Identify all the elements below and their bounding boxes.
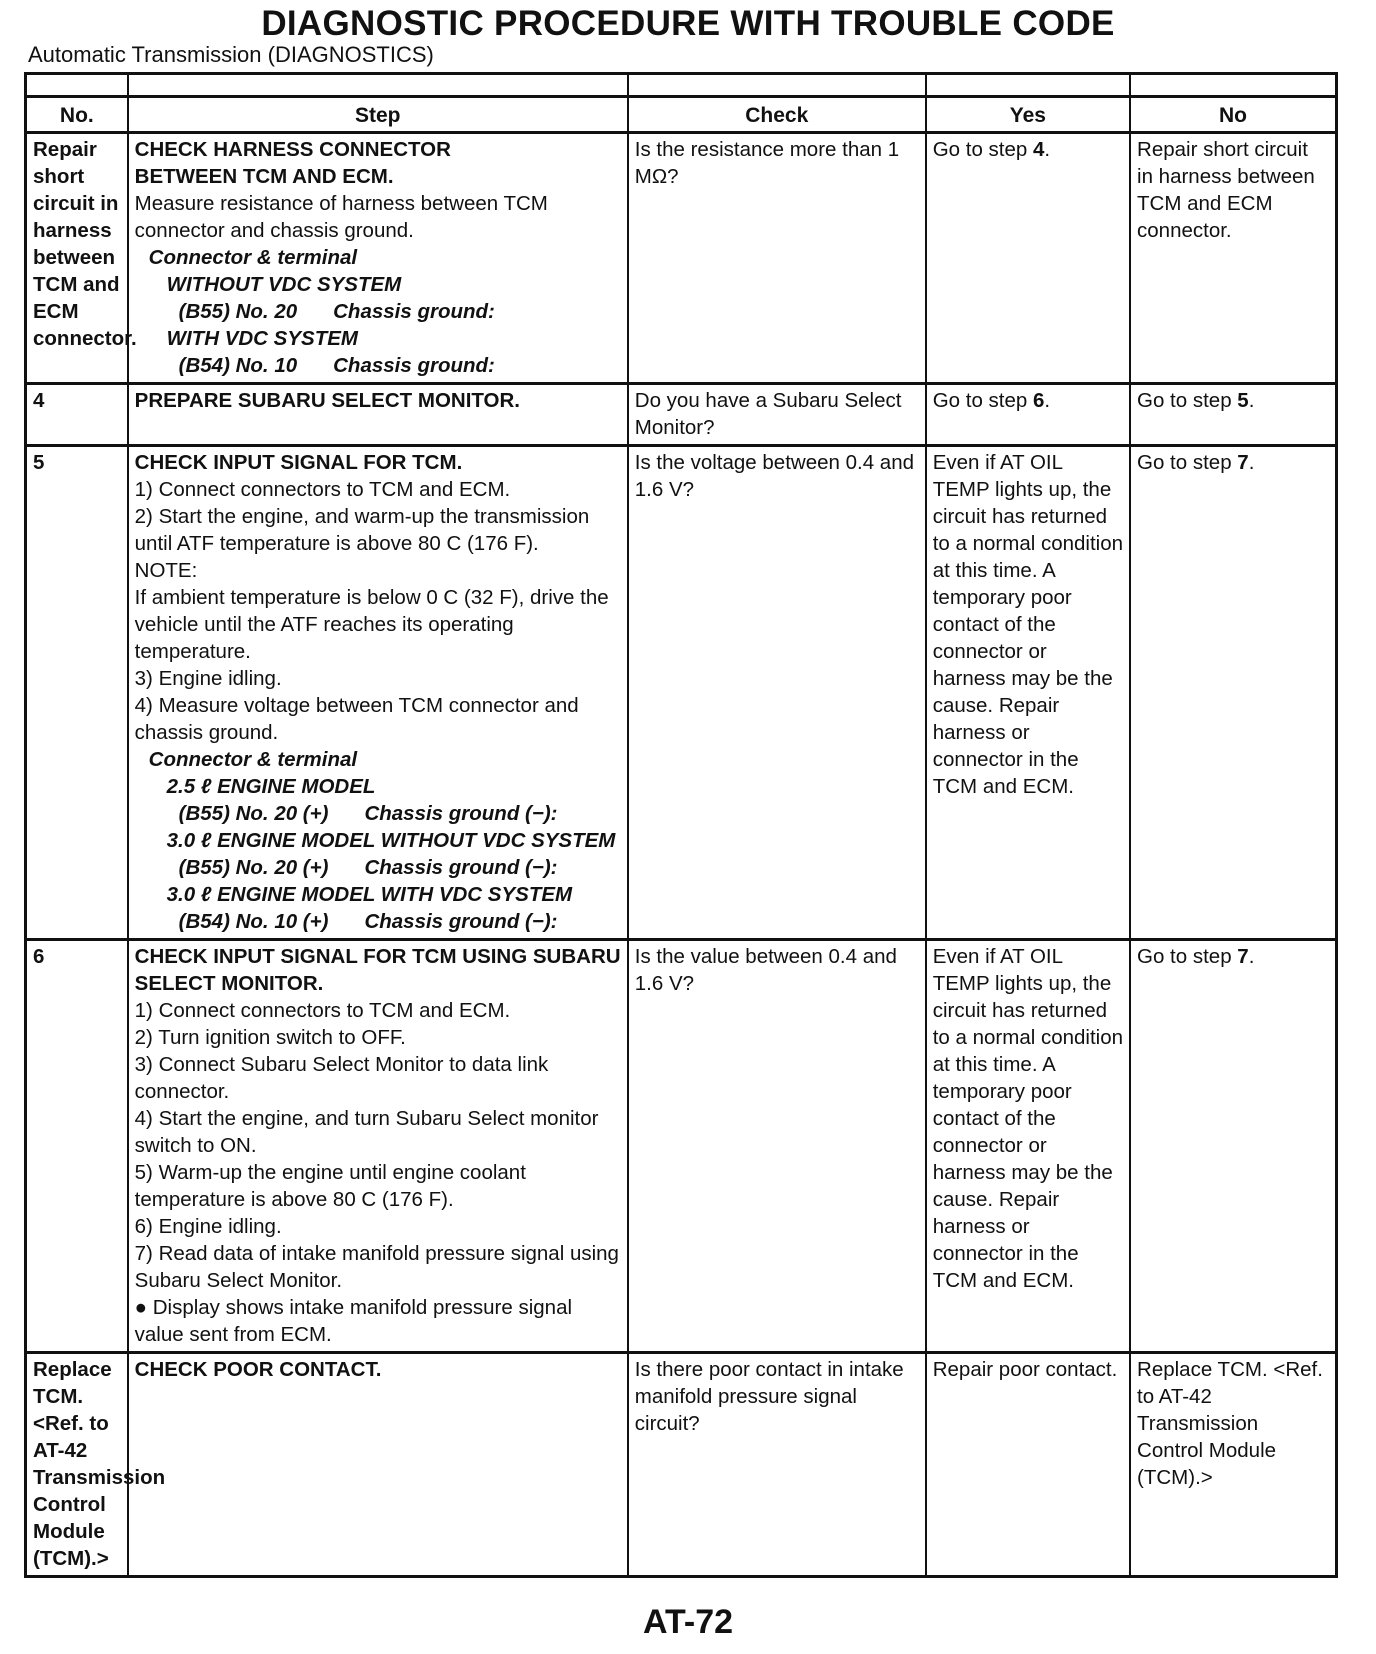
- step-cell: [128, 446, 628, 940]
- system-label: WITH VDC SYSTEM: [166, 327, 358, 350]
- step-title: PREPARE SUBARU SELECT MONITOR.: [134, 389, 520, 412]
- step-cell: [128, 384, 628, 446]
- yes-step-number: 6: [1033, 389, 1045, 412]
- no-cell: [1130, 940, 1336, 1353]
- terminal-id: (B54) No. 10: [178, 354, 298, 377]
- no-suffix: .: [1248, 389, 1255, 412]
- step-text: 3) Connect Subaru Select Monitor to data link connector.: [134, 1053, 549, 1103]
- step-text: 4) Measure voltage between TCM connector and chassis ground.: [134, 694, 579, 744]
- step-text: 5) Warm-up the engine until engine coolant temperature is above 80 C (176 F).: [134, 1161, 526, 1211]
- terminal-id: (B55) No. 20 (+): [178, 856, 329, 879]
- no-prefix: Go to step: [1137, 945, 1238, 968]
- step-text: 1) Connect connectors to TCM and ECM.: [134, 478, 511, 501]
- header-no-col: No: [1130, 97, 1336, 133]
- terminal-line: [135, 854, 621, 881]
- row-number: 4: [26, 384, 128, 446]
- table-row: [26, 1353, 1337, 1577]
- engine-model-label: 3.0 ℓ ENGINE MODEL WITH VDC SYSTEM: [166, 883, 573, 906]
- terminal-line: [135, 352, 621, 379]
- step-cell: [128, 133, 628, 384]
- ground-label: Chassis ground:: [333, 300, 495, 323]
- step-text: connector and chassis ground.: [134, 219, 414, 242]
- no-suffix: .: [1248, 945, 1255, 968]
- step-cell: [128, 940, 628, 1353]
- check-cell: Is the voltage between 0.4 and 1.6 V?: [628, 446, 926, 940]
- no-cell: Replace TCM. <Ref. to AT-42 Transmission Control Module (TCM).>: [1130, 1353, 1336, 1577]
- yes-cell: Repair poor contact.: [926, 1353, 1130, 1577]
- page-subtitle: Automatic Transmission (DIAGNOSTICS): [28, 42, 434, 67]
- step-text: 1) Connect connectors to TCM and ECM.: [134, 999, 511, 1022]
- no-cell: [1130, 384, 1336, 446]
- step-text: 2) Turn ignition switch to OFF.: [134, 1026, 406, 1049]
- ground-label: Chassis ground:: [333, 354, 495, 377]
- step-text: Measure resistance of harness between TCM: [134, 192, 548, 215]
- no-step-number: 5: [1237, 389, 1249, 412]
- step-text: 7) Read data of intake manifold pressure signal using Subaru Select Monitor.: [134, 1242, 619, 1292]
- no-step-number: 7: [1237, 945, 1249, 968]
- terminal-id: (B55) No. 20 (+): [178, 802, 329, 825]
- terminal-line: [135, 800, 621, 827]
- table-header-row: [26, 97, 1337, 133]
- terminal-id: (B55) No. 20: [178, 300, 298, 323]
- table-row: [26, 446, 1337, 940]
- connector-terminal-label: Connector & terminal: [148, 748, 358, 771]
- terminal-line: [135, 298, 621, 325]
- yes-cell: Even if AT OIL TEMP lights up, the circuit has returned to a normal condition at this time. A temporary poor contact of the connector or harness may be the cause. Repair harness or connector in the TCM and ECM.: [926, 446, 1130, 940]
- engine-model-label: 2.5 ℓ ENGINE MODEL: [166, 775, 376, 798]
- step-cell: [128, 1353, 628, 1577]
- row-number: Repair short circuit in harness between TCM and ECM connector.: [26, 133, 128, 384]
- step-text: ● Display shows intake manifold pressure signal value sent from ECM.: [134, 1296, 573, 1346]
- yes-suffix: .: [1044, 138, 1051, 161]
- yes-suffix: .: [1044, 389, 1051, 412]
- diagnostic-table: [24, 72, 1338, 1578]
- check-cell: Is there poor contact in intake manifold pressure signal circuit?: [628, 1353, 926, 1577]
- step-title: CHECK HARNESS CONNECTOR: [134, 138, 451, 161]
- no-suffix: .: [1248, 451, 1255, 474]
- header-check: Check: [628, 97, 926, 133]
- step-title: CHECK INPUT SIGNAL FOR TCM.: [134, 451, 463, 474]
- terminal-line: [135, 908, 621, 935]
- yes-cell: [926, 133, 1130, 384]
- header-no: No.: [26, 97, 128, 133]
- row-number: Replace TCM. <Ref. to AT-42 Transmission Control Module (TCM).>: [26, 1353, 128, 1577]
- table-top-spacer: [26, 74, 1337, 97]
- yes-cell: Even if AT OIL TEMP lights up, the circuit has returned to a normal condition at this time. A temporary poor contact of the connector or harness may be the cause. Repair harness or connector in the TCM and ECM.: [926, 940, 1130, 1353]
- no-cell: [1130, 446, 1336, 940]
- yes-step-number: 4: [1033, 138, 1045, 161]
- connector-terminal-label: Connector & terminal: [148, 246, 358, 269]
- yes-cell: [926, 384, 1130, 446]
- ground-label: Chassis ground (−):: [364, 910, 558, 933]
- row-number: 6: [26, 940, 128, 1353]
- page-number: AT-72: [642, 1603, 734, 1641]
- no-cell: Repair short circuit in harness between TCM and ECM connector.: [1130, 133, 1336, 384]
- ground-label: Chassis ground (−):: [364, 802, 558, 825]
- table-row: [26, 384, 1337, 446]
- no-prefix: Go to step: [1137, 451, 1238, 474]
- step-text: 6) Engine idling.: [134, 1215, 282, 1238]
- check-cell: Is the resistance more than 1 MΩ?: [628, 133, 926, 384]
- step-text: 4) Start the engine, and turn Subaru Select monitor switch to ON.: [134, 1107, 599, 1157]
- terminal-id: (B54) No. 10 (+): [178, 910, 329, 933]
- header-yes: Yes: [926, 97, 1130, 133]
- yes-prefix: Go to step: [932, 389, 1033, 412]
- step-title: CHECK POOR CONTACT.: [134, 1358, 382, 1381]
- no-step-number: 7: [1237, 451, 1249, 474]
- step-title: BETWEEN TCM AND ECM.: [134, 165, 394, 188]
- table-row: [26, 133, 1337, 384]
- header-step: Step: [128, 97, 628, 133]
- check-cell: Do you have a Subaru Select Monitor?: [628, 384, 926, 446]
- step-title: CHECK INPUT SIGNAL FOR TCM USING SUBARU SELECT MONITOR.: [134, 945, 621, 995]
- yes-prefix: Go to step: [932, 138, 1033, 161]
- step-text: 2) Start the engine, and warm-up the transmission until ATF temperature is above 80 C (176 F).: [134, 505, 590, 555]
- step-text: NOTE:: [134, 559, 198, 582]
- check-cell: Is the value between 0.4 and 1.6 V?: [628, 940, 926, 1353]
- step-text: 3) Engine idling.: [134, 667, 282, 690]
- page-title: DIAGNOSTIC PROCEDURE WITH TROUBLE CODE: [261, 4, 1115, 43]
- step-text: If ambient temperature is below 0 C (32 F), drive the vehicle until the ATF reaches its operating temperature.: [134, 586, 609, 663]
- engine-model-label: 3.0 ℓ ENGINE MODEL WITHOUT VDC SYSTEM: [166, 829, 616, 852]
- table-row: [26, 940, 1337, 1353]
- ground-label: Chassis ground (−):: [364, 856, 558, 879]
- system-label: WITHOUT VDC SYSTEM: [166, 273, 402, 296]
- no-prefix: Go to step: [1137, 389, 1238, 412]
- row-number: 5: [26, 446, 128, 940]
